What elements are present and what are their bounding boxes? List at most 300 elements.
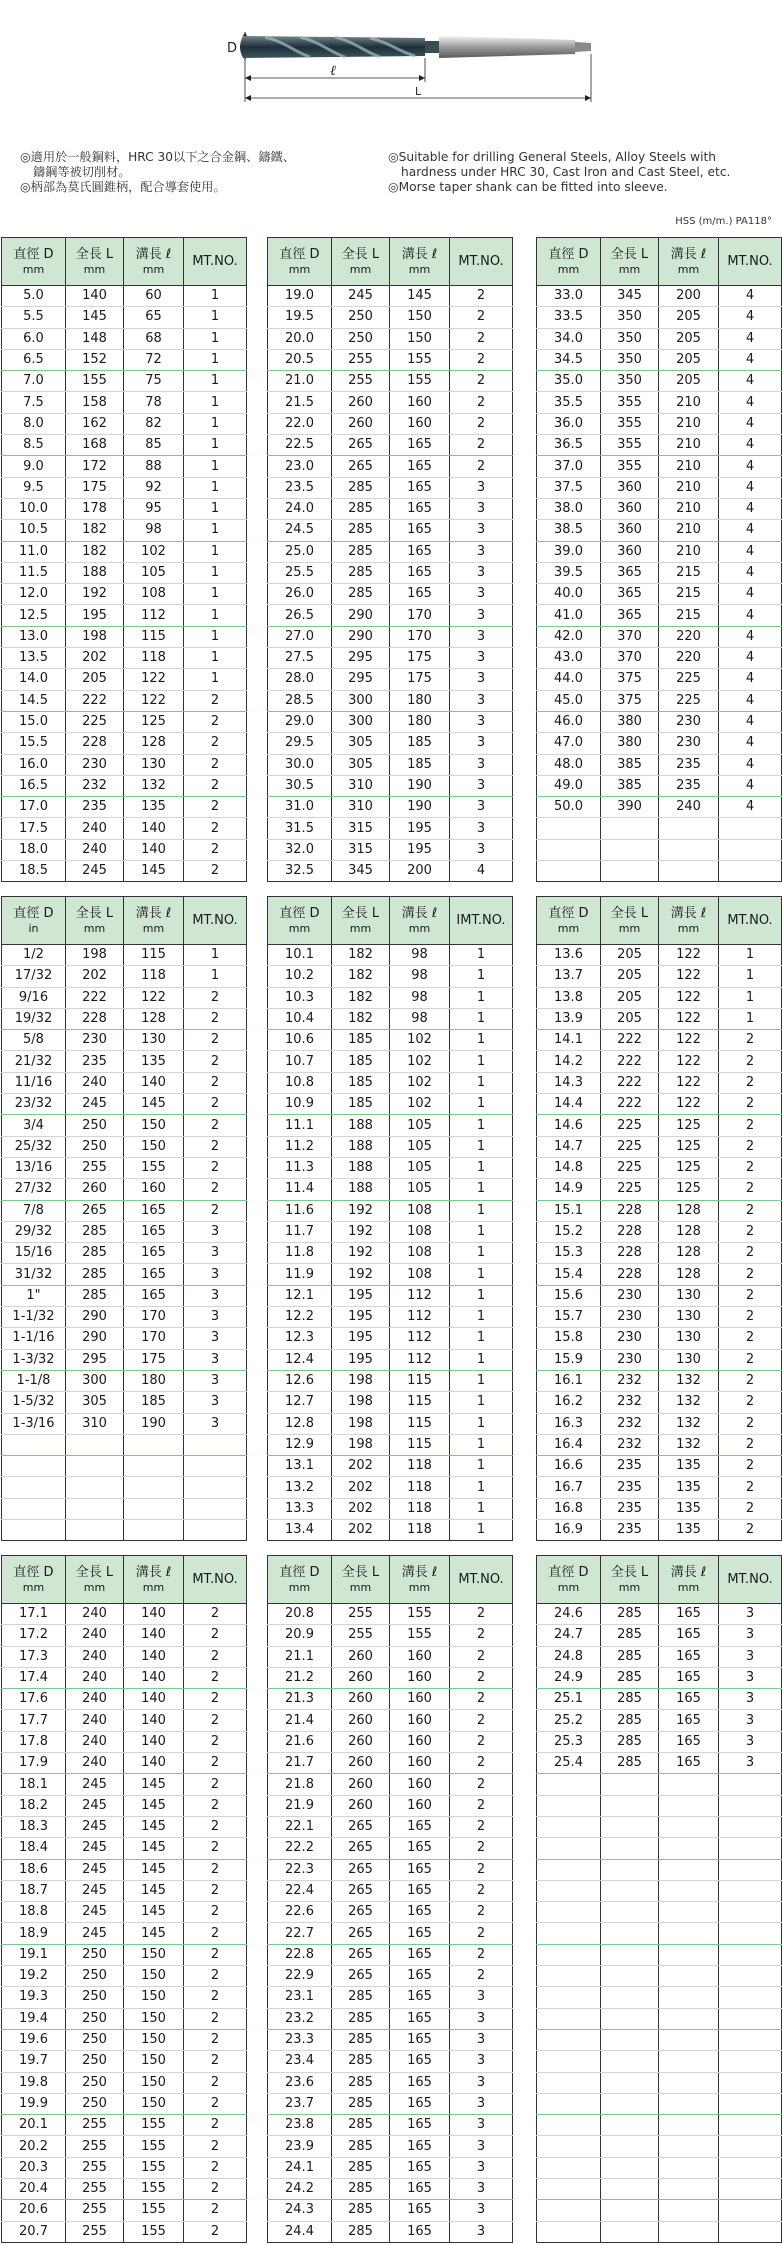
table-cell: 285 bbox=[332, 2008, 390, 2029]
table-cell: 2 bbox=[719, 1200, 782, 1221]
table-cell: 165 bbox=[390, 456, 450, 477]
table-row bbox=[537, 2072, 782, 2093]
table-cell: 29/32 bbox=[2, 1221, 66, 1242]
table-row bbox=[537, 945, 782, 966]
table-row bbox=[268, 1498, 513, 1519]
table-cell: 115 bbox=[390, 1370, 450, 1391]
column-header-unit: mm bbox=[557, 921, 580, 935]
table-cell: 250 bbox=[66, 1136, 124, 1157]
table-cell: 140 bbox=[124, 1753, 184, 1774]
column-header-unit: mm bbox=[142, 921, 165, 935]
table-cell: 2 bbox=[450, 1646, 513, 1667]
table-cell: 385 bbox=[601, 775, 659, 796]
table-row bbox=[268, 1816, 513, 1837]
table-cell: 1 bbox=[184, 966, 247, 987]
table-cell: 285 bbox=[601, 1667, 659, 1688]
table-cell: 195 bbox=[66, 605, 124, 626]
table-cell: 2 bbox=[184, 2179, 247, 2200]
table-cell: 5.0 bbox=[2, 286, 66, 307]
table-cell: 128 bbox=[124, 733, 184, 754]
table-cell: 18.8 bbox=[2, 1902, 66, 1923]
table-cell: 2 bbox=[184, 1902, 247, 1923]
table-cell: 15.9 bbox=[537, 1349, 601, 1370]
table-cell: 1 bbox=[184, 520, 247, 541]
table-row bbox=[2, 1774, 247, 1795]
table-row bbox=[2, 1944, 247, 1965]
table-cell: 21.8 bbox=[268, 1774, 332, 1795]
table-cell: 4 bbox=[719, 669, 782, 690]
column-header bbox=[659, 1556, 719, 1604]
table-cell: 7.5 bbox=[2, 392, 66, 413]
table-cell: 150 bbox=[124, 2029, 184, 2050]
table-cell: 132 bbox=[124, 775, 184, 796]
table-cell: 240 bbox=[66, 1710, 124, 1731]
column-header bbox=[719, 1556, 782, 1604]
table-cell: 12.2 bbox=[268, 1307, 332, 1328]
table-row bbox=[268, 797, 513, 818]
table-cell: 4 bbox=[719, 307, 782, 328]
table-cell: 11.0 bbox=[2, 541, 66, 562]
table-cell: 2 bbox=[184, 1689, 247, 1710]
table-cell: 31.5 bbox=[268, 818, 332, 839]
table-cell bbox=[537, 1838, 601, 1859]
table-cell: 9.5 bbox=[2, 477, 66, 498]
table-cell: 1 bbox=[450, 1179, 513, 1200]
table-cell bbox=[719, 2221, 782, 2242]
table-cell: 37.0 bbox=[537, 456, 601, 477]
column-header bbox=[66, 897, 124, 945]
table-cell bbox=[537, 2200, 601, 2221]
table-cell: 145 bbox=[124, 1838, 184, 1859]
table-cell: 240 bbox=[66, 1072, 124, 1093]
table-cell: 165 bbox=[390, 498, 450, 519]
table-cell: 13.8 bbox=[537, 987, 601, 1008]
table-row bbox=[268, 1072, 513, 1093]
table-cell: 255 bbox=[66, 2221, 124, 2242]
table-cell: 125 bbox=[659, 1115, 719, 1136]
table-cell: 240 bbox=[66, 818, 124, 839]
table-cell: 2 bbox=[450, 1774, 513, 1795]
table-cell bbox=[719, 1774, 782, 1795]
table-cell: 11.8 bbox=[268, 1243, 332, 1264]
label-d: D bbox=[227, 41, 238, 56]
table-cell: 135 bbox=[124, 797, 184, 818]
table-row bbox=[268, 2008, 513, 2029]
table-cell: 255 bbox=[332, 1604, 390, 1625]
table-row bbox=[537, 1328, 782, 1349]
table-cell: 2 bbox=[719, 1456, 782, 1477]
table-cell: 12.5 bbox=[2, 605, 66, 626]
table-cell: 24.6 bbox=[537, 1604, 601, 1625]
table-cell: 2 bbox=[184, 2093, 247, 2114]
table-cell: 22.5 bbox=[268, 435, 332, 456]
table-cell: 95 bbox=[124, 498, 184, 519]
column-header-label: MT.NO. bbox=[727, 1572, 773, 1587]
table-cell bbox=[601, 1880, 659, 1901]
table-cell: 28.5 bbox=[268, 690, 332, 711]
table-cell: 13.7 bbox=[537, 966, 601, 987]
table-header-row bbox=[537, 238, 782, 286]
column-header-label: 溝長 ℓ bbox=[670, 905, 707, 921]
table-row bbox=[537, 1498, 782, 1519]
table-row bbox=[268, 1966, 513, 1987]
table-cell: 2 bbox=[450, 1710, 513, 1731]
table-cell bbox=[719, 1966, 782, 1987]
table-cell: 19.6 bbox=[2, 2029, 66, 2050]
table-row bbox=[537, 1880, 782, 1901]
table-cell: 102 bbox=[124, 541, 184, 562]
table-row bbox=[268, 413, 513, 434]
table-row bbox=[2, 307, 247, 328]
table-cell: 4 bbox=[719, 392, 782, 413]
table-cell bbox=[537, 2179, 601, 2200]
table-cell: 3 bbox=[450, 775, 513, 796]
table-row bbox=[2, 2157, 247, 2178]
table-row bbox=[268, 2136, 513, 2157]
table-cell: 235 bbox=[659, 775, 719, 796]
table-row bbox=[268, 1795, 513, 1816]
table-cell: 165 bbox=[659, 1667, 719, 1688]
table-row bbox=[537, 371, 782, 392]
table-cell: 3 bbox=[184, 1392, 247, 1413]
table-row bbox=[537, 1520, 782, 1541]
table-cell: 42.0 bbox=[537, 626, 601, 647]
table-cell: 3 bbox=[450, 648, 513, 669]
table-cell: 11/16 bbox=[2, 1072, 66, 1093]
table-cell bbox=[124, 1520, 184, 1541]
table-row bbox=[2, 1136, 247, 1157]
column-header-label: 直徑 D bbox=[548, 1564, 589, 1580]
table-cell: 175 bbox=[66, 477, 124, 498]
table-cell: 18.2 bbox=[2, 1795, 66, 1816]
table-cell bbox=[2, 1477, 66, 1498]
table-cell: 1 bbox=[719, 1008, 782, 1029]
table-cell: 2 bbox=[719, 1328, 782, 1349]
table-cell: 36.0 bbox=[537, 413, 601, 434]
table-cell: 182 bbox=[332, 1008, 390, 1029]
table-cell: 165 bbox=[390, 2221, 450, 2242]
table-cell: 150 bbox=[124, 2051, 184, 2072]
table-cell: 200 bbox=[659, 286, 719, 307]
table-cell: 22.1 bbox=[268, 1816, 332, 1837]
table-row bbox=[2, 286, 247, 307]
table-cell: 8.0 bbox=[2, 413, 66, 434]
table-cell: 2 bbox=[450, 392, 513, 413]
column-header-unit: mm bbox=[618, 921, 641, 935]
table-cell: 232 bbox=[601, 1434, 659, 1455]
table-cell bbox=[659, 839, 719, 860]
table-cell: 12.4 bbox=[268, 1349, 332, 1370]
table-cell: 240 bbox=[66, 839, 124, 860]
table-row bbox=[537, 456, 782, 477]
table-cell: 9.0 bbox=[2, 456, 66, 477]
table-cell: 135 bbox=[124, 1051, 184, 1072]
table-cell: 122 bbox=[659, 945, 719, 966]
table-cell: 2 bbox=[184, 2051, 247, 2072]
table-row bbox=[268, 861, 513, 882]
table-row bbox=[537, 1604, 782, 1625]
table-cell: 24.3 bbox=[268, 2200, 332, 2221]
table-header-row bbox=[268, 897, 513, 945]
table-cell: 230 bbox=[66, 1030, 124, 1051]
table-row bbox=[2, 987, 247, 1008]
table-cell: 2 bbox=[184, 2029, 247, 2050]
table-cell: 13.0 bbox=[2, 626, 66, 647]
table-cell: 315 bbox=[332, 818, 390, 839]
table-cell: 155 bbox=[390, 1604, 450, 1625]
table-cell: 6.5 bbox=[2, 349, 66, 370]
table-cell bbox=[601, 839, 659, 860]
note-en-line: ◎Morse taper shank can be fitted into sleeve. bbox=[388, 180, 668, 194]
size-table bbox=[536, 237, 782, 882]
table-cell: 2 bbox=[719, 1094, 782, 1115]
table-row bbox=[537, 2115, 782, 2136]
table-cell: 3 bbox=[450, 584, 513, 605]
table-cell: 255 bbox=[332, 349, 390, 370]
table-cell: 2 bbox=[450, 1625, 513, 1646]
table-row bbox=[537, 2200, 782, 2221]
table-row bbox=[268, 669, 513, 690]
table-row bbox=[537, 584, 782, 605]
table-cell: 300 bbox=[66, 1370, 124, 1391]
table-cell bbox=[659, 1966, 719, 1987]
table-cell: 23.6 bbox=[268, 2072, 332, 2093]
table-row bbox=[537, 1902, 782, 1923]
table-cell: 3 bbox=[184, 1349, 247, 1370]
table-cell: 1 bbox=[450, 1285, 513, 1306]
table-cell: 82 bbox=[124, 413, 184, 434]
table-row bbox=[268, 839, 513, 860]
table-cell: 2 bbox=[450, 1880, 513, 1901]
table-cell: 178 bbox=[66, 498, 124, 519]
table-cell: 285 bbox=[601, 1646, 659, 1667]
table-cell: 1 bbox=[450, 1243, 513, 1264]
table-cell: 232 bbox=[601, 1370, 659, 1391]
column-header-label: 溝長 ℓ bbox=[135, 1564, 172, 1580]
table-cell: 390 bbox=[601, 797, 659, 818]
table-cell: 222 bbox=[601, 1051, 659, 1072]
table-cell: 222 bbox=[601, 1072, 659, 1093]
table-row bbox=[2, 754, 247, 775]
table-row bbox=[2, 1753, 247, 1774]
table-cell: 10.2 bbox=[268, 966, 332, 987]
table-row bbox=[537, 1795, 782, 1816]
table-cell: 205 bbox=[659, 307, 719, 328]
table-cell: 21.2 bbox=[268, 1667, 332, 1688]
table-cell: 105 bbox=[124, 562, 184, 583]
table-cell: 4 bbox=[719, 520, 782, 541]
table-cell: 23.5 bbox=[268, 477, 332, 498]
table-header-row bbox=[268, 238, 513, 286]
table-cell: 285 bbox=[332, 541, 390, 562]
table-cell bbox=[537, 1880, 601, 1901]
table-cell: 7/8 bbox=[2, 1200, 66, 1221]
table-row bbox=[537, 1221, 782, 1242]
table-cell: 188 bbox=[332, 1136, 390, 1157]
table-cell bbox=[719, 2200, 782, 2221]
table-cell: 130 bbox=[659, 1349, 719, 1370]
table-cell: 4 bbox=[719, 456, 782, 477]
table-cell: 182 bbox=[332, 966, 390, 987]
size-table bbox=[1, 896, 247, 1541]
table-cell bbox=[601, 1859, 659, 1880]
table-cell: 112 bbox=[124, 605, 184, 626]
table-cell bbox=[659, 2115, 719, 2136]
table-cell: 1 bbox=[184, 669, 247, 690]
table-cell: 115 bbox=[390, 1392, 450, 1413]
table-cell: 2 bbox=[184, 2072, 247, 2093]
table-cell: 108 bbox=[124, 584, 184, 605]
table-row bbox=[268, 1307, 513, 1328]
table-cell: 2 bbox=[184, 1136, 247, 1157]
table-cell: 1 bbox=[184, 307, 247, 328]
table-cell: 155 bbox=[66, 371, 124, 392]
table-cell bbox=[184, 1456, 247, 1477]
table-row bbox=[268, 1456, 513, 1477]
table-cell: 240 bbox=[66, 1604, 124, 1625]
table-cell: 1/2 bbox=[2, 945, 66, 966]
table-cell: 3 bbox=[719, 1667, 782, 1688]
table-cell bbox=[659, 818, 719, 839]
table-cell: 1" bbox=[2, 1285, 66, 1306]
table-row bbox=[268, 286, 513, 307]
table-row bbox=[2, 2200, 247, 2221]
table-cell: 102 bbox=[390, 1072, 450, 1093]
table-cell: 4 bbox=[719, 626, 782, 647]
table-row bbox=[2, 498, 247, 519]
table-cell: 160 bbox=[390, 413, 450, 434]
table-cell: 14.1 bbox=[537, 1030, 601, 1051]
table-cell: 3 bbox=[450, 669, 513, 690]
table-header-row bbox=[2, 897, 247, 945]
table-cell: 122 bbox=[124, 669, 184, 690]
table-cell: 50.0 bbox=[537, 797, 601, 818]
table-row bbox=[537, 1285, 782, 1306]
table-cell: 3 bbox=[450, 541, 513, 562]
table-cell: 2 bbox=[184, 1987, 247, 2008]
size-table bbox=[1, 237, 247, 882]
table-cell: 1 bbox=[450, 1136, 513, 1157]
table-cell bbox=[601, 2051, 659, 2072]
table-row bbox=[2, 1520, 247, 1541]
table-cell bbox=[537, 2115, 601, 2136]
table-cell bbox=[659, 2136, 719, 2157]
table-cell: 2 bbox=[184, 1200, 247, 1221]
table-cell: 98 bbox=[390, 966, 450, 987]
table-cell: 165 bbox=[390, 1944, 450, 1965]
table-cell bbox=[601, 1944, 659, 1965]
table-cell: 98 bbox=[390, 1008, 450, 1029]
table-row bbox=[2, 2115, 247, 2136]
table-cell: 2 bbox=[719, 1051, 782, 1072]
table-row bbox=[537, 754, 782, 775]
table-row bbox=[268, 1136, 513, 1157]
table-cell bbox=[659, 1795, 719, 1816]
table-cell: 145 bbox=[124, 1094, 184, 1115]
table-cell: 2 bbox=[450, 1816, 513, 1837]
table-cell: 2 bbox=[184, 711, 247, 732]
table-cell bbox=[659, 1880, 719, 1901]
table-cell: 245 bbox=[332, 286, 390, 307]
table-row bbox=[268, 1625, 513, 1646]
table-cell: 2 bbox=[450, 371, 513, 392]
table-cell: 350 bbox=[601, 371, 659, 392]
table-cell: 3 bbox=[184, 1221, 247, 1242]
table-cell: 150 bbox=[124, 1987, 184, 2008]
table-cell: 145 bbox=[66, 307, 124, 328]
column-header-unit: mm bbox=[408, 921, 431, 935]
table-cell: 115 bbox=[390, 1434, 450, 1455]
table-cell: 18.5 bbox=[2, 861, 66, 882]
table-cell: 1-1/32 bbox=[2, 1307, 66, 1328]
table-cell: 17.8 bbox=[2, 1731, 66, 1752]
table-cell: 27.5 bbox=[268, 648, 332, 669]
table-cell: 285 bbox=[332, 584, 390, 605]
table-cell: 2 bbox=[450, 1966, 513, 1987]
table-cell: 20.1 bbox=[2, 2115, 66, 2136]
table-cell: 170 bbox=[390, 605, 450, 626]
table-cell: 375 bbox=[601, 690, 659, 711]
table-row bbox=[268, 1774, 513, 1795]
table-cell: 202 bbox=[332, 1456, 390, 1477]
table-row bbox=[268, 1859, 513, 1880]
table-cell: 160 bbox=[390, 392, 450, 413]
table-cell: 13.5 bbox=[2, 648, 66, 669]
table-cell bbox=[601, 2157, 659, 2178]
table-cell: 2 bbox=[719, 1370, 782, 1391]
table-cell: 195 bbox=[332, 1328, 390, 1349]
table-cell: 140 bbox=[124, 1646, 184, 1667]
table-cell: 11.6 bbox=[268, 1200, 332, 1221]
table-cell: 260 bbox=[332, 392, 390, 413]
table-cell: 3 bbox=[450, 754, 513, 775]
table-cell bbox=[124, 1477, 184, 1498]
table-cell: 3 bbox=[450, 626, 513, 647]
column-header-label: 全長 L bbox=[75, 1564, 114, 1580]
table-cell: 10.9 bbox=[268, 1094, 332, 1115]
table-cell: 22.8 bbox=[268, 1944, 332, 1965]
table-row bbox=[2, 1157, 247, 1178]
table-cell: 2 bbox=[184, 839, 247, 860]
table-cell: 375 bbox=[601, 669, 659, 690]
table-row bbox=[2, 1966, 247, 1987]
table-row bbox=[268, 1179, 513, 1200]
table-cell: 29.0 bbox=[268, 711, 332, 732]
table-cell: 360 bbox=[601, 477, 659, 498]
table-cell: 150 bbox=[124, 2072, 184, 2093]
table-cell: 285 bbox=[332, 477, 390, 498]
table-row bbox=[2, 648, 247, 669]
table-row bbox=[2, 2029, 247, 2050]
table-cell: 1 bbox=[450, 1030, 513, 1051]
table-cell: 250 bbox=[66, 2029, 124, 2050]
table-cell: 24.8 bbox=[537, 1646, 601, 1667]
table-cell: 21.7 bbox=[268, 1753, 332, 1774]
table-cell: 230 bbox=[601, 1307, 659, 1328]
table-cell bbox=[601, 2029, 659, 2050]
table-cell: 255 bbox=[66, 2115, 124, 2136]
table-row bbox=[268, 2157, 513, 2178]
table-cell: 2 bbox=[184, 1157, 247, 1178]
size-table bbox=[267, 1555, 513, 2243]
table-cell: 2 bbox=[450, 1731, 513, 1752]
table-row bbox=[537, 1136, 782, 1157]
table-cell bbox=[601, 2072, 659, 2093]
table-cell: 265 bbox=[332, 1966, 390, 1987]
table-cell: 3 bbox=[450, 690, 513, 711]
table-cell: 245 bbox=[66, 1094, 124, 1115]
table-cell: 12.6 bbox=[268, 1370, 332, 1391]
